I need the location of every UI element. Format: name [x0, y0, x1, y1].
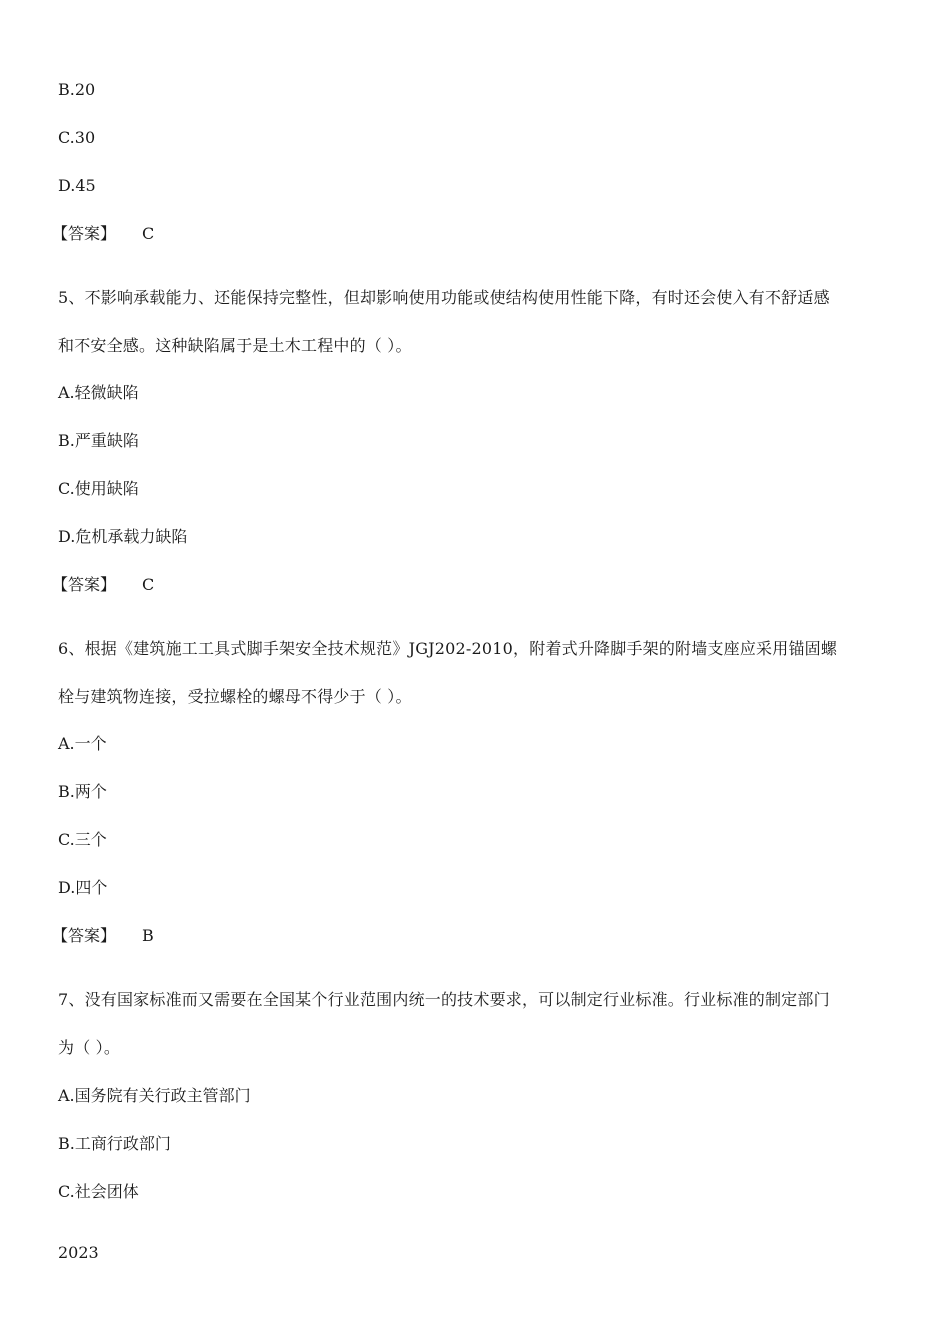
q6-option-c: C.三个: [58, 830, 107, 849]
q5-option-a: A.轻微缺陷: [58, 383, 139, 402]
q4-answer: [52, 222, 892, 246]
answer-label: 【答案】: [52, 224, 117, 243]
q4-option-b: B.20: [58, 80, 96, 99]
q6-option-b: B.两个: [58, 782, 107, 801]
answer-value: C: [142, 575, 155, 594]
q5-option-b: B.严重缺陷: [58, 431, 139, 450]
q5-option-d: D.危机承载力缺陷: [58, 527, 188, 546]
answer-label: 【答案】: [52, 575, 117, 594]
q4-option-d: D.45: [58, 176, 96, 195]
q7-text-line1: 7、没有国家标准而又需要在全国某个行业范围内统一的技术要求，可以制定行业标准。行业标准的制定部门: [58, 990, 830, 1009]
q7-option-b: B.工商行政部门: [58, 1134, 171, 1153]
q5-answer: [52, 573, 892, 597]
q4-option-c: C.30: [58, 128, 96, 147]
answer-value: B: [142, 926, 154, 945]
q6-option-a: A.一个: [58, 734, 107, 753]
q5-text-line2: 和不安全感。这种缺陷属于是土木工程中的（ ）。: [58, 336, 412, 355]
q7-text-line2: 为（ ）。: [58, 1038, 121, 1057]
answer-label: 【答案】: [52, 926, 117, 945]
q6-answer: [52, 924, 892, 948]
q6-text-line2: 栓与建筑物连接，受拉螺栓的螺母不得少于（ ）。: [58, 687, 412, 706]
q5-text-line1: 5、不影响承载能力、还能保持完整性，但却影响使用功能或使结构使用性能下降，有时还会使入有不舒适感: [58, 288, 830, 307]
q7-option-a: A.国务院有关行政主管部门: [58, 1086, 251, 1105]
q5-option-c: C.使用缺陷: [58, 479, 139, 498]
answer-value: C: [142, 224, 155, 243]
q6-option-d: D.四个: [58, 878, 108, 897]
q6-text-line1: 6、根据《建筑施工工具式脚手架安全技术规范》JGJ202-2010，附着式升降脚手架的附墙支座应采用锚固螺: [58, 639, 838, 658]
page-footer-year: 2023: [58, 1243, 99, 1262]
q7-option-c: C.社会团体: [58, 1182, 139, 1201]
